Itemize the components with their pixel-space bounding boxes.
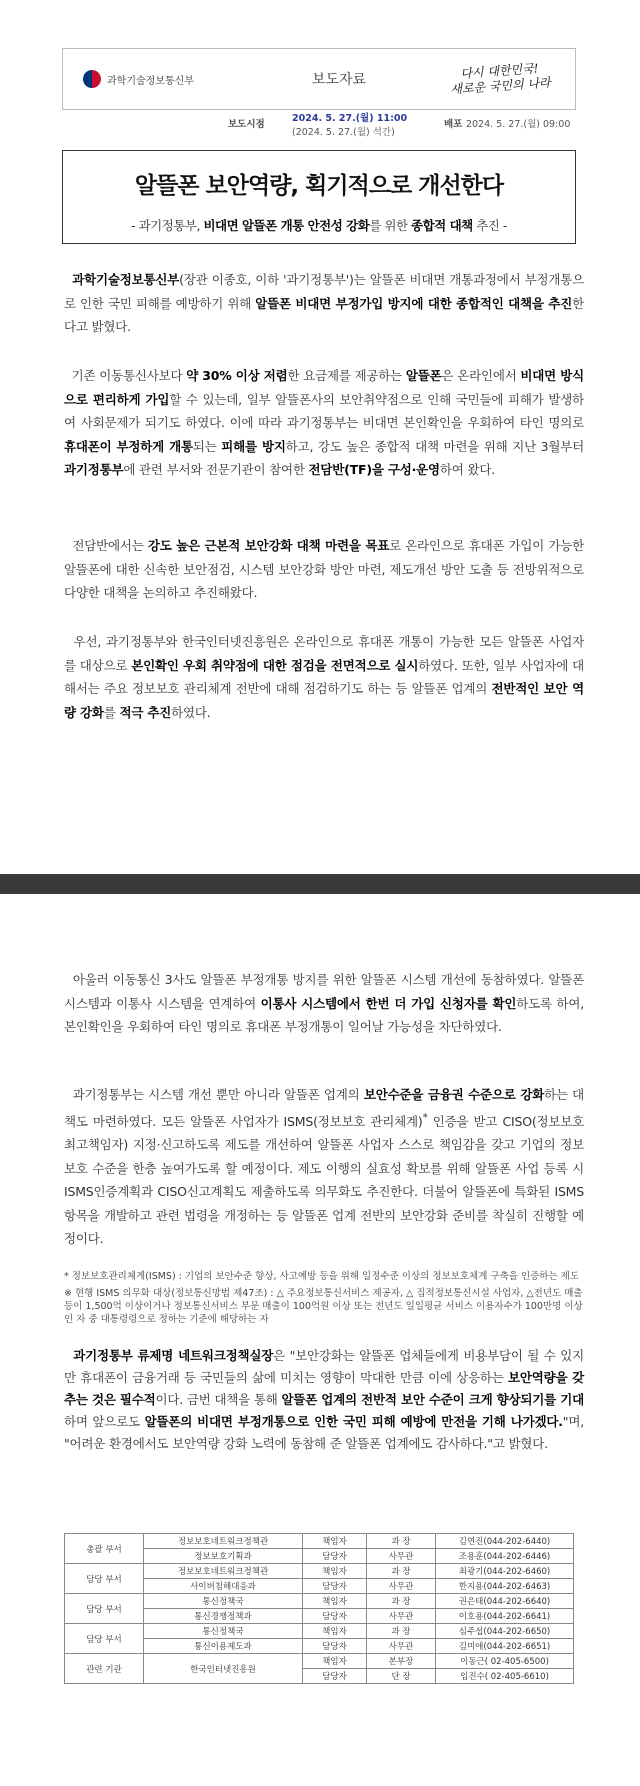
table-row: 담당자 단 장 임진수( 02-405-6610) — [65, 1669, 574, 1684]
table-row: 담당 부서 통신정책국 책임자 과 장 심주섭(044-202-6650) — [65, 1624, 574, 1639]
dept-cell: 총괄 부서 — [65, 1534, 144, 1564]
title-box — [62, 150, 576, 244]
table-row: 정보보호기획과 담당자 사무관 조용훈(044-202-6446) — [65, 1549, 574, 1564]
distribution-label: 배포 — [444, 119, 463, 130]
government-emblem-icon — [83, 70, 101, 88]
table-row: 총괄 부서 정보보호네트워크정책관 책임자 과 장 김연진(044-202-6440) — [65, 1534, 574, 1549]
contact-table — [64, 1533, 574, 1684]
dept-cell: 담당 부서 — [65, 1564, 144, 1594]
paragraph-2: 기존 이동통신사보다 약 30% 이상 저렴한 요금제를 제공하는 알뜰폰은 온라인에서 비대면 방식으로 편리하게 가입할 수 있는데, 일부 알뜰폰사의 보안취약점으로 인해 국민들에 피해가 발생하여 사회문제가 되기도 하였다. 이에 따라 과기정통부는 비대면 본인확인을 우회하여 타인 명의로 휴대폰이 부정하게 개통되는 피해를 방지하고, 강도 높은 종합적 대책 마련을 위해 지난 3월부터 과기정통부에 관련 부서와 전문기관이 참여한 전담반(TF)을 구성·운영하여 왔다. — [64, 368, 585, 477]
subtitle: - 과기정통부, 비대면 알뜰폰 개통 안전성 강화를 위한 종합적 대책 추진 - — [131, 218, 507, 233]
table-row: 담당 부서 통신정책국 책임자 과 장 권은태(044-202-6640) — [65, 1594, 574, 1609]
paragraph-6: 과기정통부는 시스템 개선 뿐만 아니라 알뜰폰 업계의 보안수준을 금융권 수준으로 강화하는 대책도 마련하였다. 모든 알뜰폰 사업자가 ISMS(정보보호 관리체계)* 인증을 받고 CISO(정보보호 최고책임자) 지정·신고하도록 제도를 개선하여 알뜰폰 사업자 스스로 책임감을 갖고 기업의 정보보호 수준을 한층 높여가도록 할 예정이다. 제도 이행의 실효성 확보를 위해 알뜰폰 사업 등록 시 ISMS인증계획과 CISO신고계획도 제출하도록 의무화도 추진한다. 더불어 알뜰폰에 특화된 ISMS항목을 개발하고 관련 법령을 개정하는 등 알뜰폰 업계 전반의 보안강화 준비를 착실히 진행할 예정이다. — [64, 1087, 585, 1247]
distribution-time: 2024. 5. 27.(월) 09:00 — [466, 119, 571, 130]
release-sub: (2024. 5. 27.(월) 석간) — [292, 127, 395, 138]
ministry-logo — [63, 70, 253, 88]
paragraph-3: 전담반에서는 강도 높은 근본적 보안강화 대책 마련을 목표로 온라인으로 휴대폰 가입이 가능한 알뜰폰에 대한 신속한 보안점검, 시스템 보안강화 방안 마련, 제도개선 방안 도출 등 전방위적으로 다양한 대책을 논의하고 추진해왔다. — [64, 538, 584, 600]
release-label: 보도시점 — [228, 119, 265, 130]
page-title: 알뜰폰 보안역량, 획기적으로 개선한다 — [134, 173, 504, 199]
document-type: 보도자료 — [311, 72, 367, 88]
paragraph-1: 과학기술정보통신부(장관 이종호, 이하 '과기정통부')는 알뜰폰 비대면 개통과정에서 부정개통으로 인한 국민 피해를 예방하기 위해 알뜰폰 비대면 부정가입 방지에 대한 종합적인 대책을 추진한다고 밝혔다. — [64, 272, 585, 334]
footnote-isms: * 정보보호관리체계(ISMS) : 기업의 보안수준 향상, 사고예방 등을 위해 일정수준 이상의 정보보호체계 구축을 인증하는 제도 — [64, 1271, 580, 1282]
dept-cell: 관련 기관 — [65, 1654, 144, 1684]
paragraph-4: 우선, 과기정통부와 한국인터넷진흥원은 온라인으로 휴대폰 개통이 가능한 모든 알뜰폰 사업자를 대상으로 본인확인 우회 취약점에 대한 점검을 전면적으로 실시하였다. 또한, 일부 사업자에 대해서는 주요 정보보호 관리체계 전반에 대해 점검하기도 하는 등 알뜰폰 업계의 전반적인 보안 역량 강화를 적극 추진하였다. — [64, 634, 584, 720]
document-page-1 — [0, 0, 640, 874]
slogan-calligraphy: 다시 대한민국! 새로운 국민의 나라 — [449, 61, 552, 97]
table-row: 관련 기관 한국인터넷진흥원 책임자 본부장 이동근( 02-405-6500) — [65, 1654, 574, 1669]
paragraph-7: 과기정통부 류제명 네트워크정책실장은 "보안강화는 알뜰폰 업체들에게 비용부담이 될 수 있지만 휴대폰이 금융거래 등 국민들의 삶에 미치는 영향이 막대한 만큼 이에 상응하는 보안역량을 갖추는 것은 필수적이다. 금번 대책을 통해 알뜰폰 업계의 전반적 보안 수준이 크게 향상되기를 기대하며 앞으로도 알뜰폰의 비대면 부정개통으로 인한 국민 피해 예방에 만전을 기해 나가겠다."며, "어려운 환경에서도 보안역량 강화 노력에 동참해 준 알뜰폰 업계에도 감사하다."고 밝혔다. — [64, 1348, 585, 1451]
table-row: 통신경쟁정책과 담당자 사무관 이호용(044-202-6641) — [65, 1609, 574, 1624]
table-row: 담당 부서 정보보호네트워크정책관 책임자 과 장 최광기(044-202-6460) — [65, 1564, 574, 1579]
footnote-isms-scope: ※ 현행 ISMS 의무화 대상(정보통신망법 제47조) : △ 주요정보통신서비스 제공자, △ 집적정보통신시설 사업자, △전년도 매출 등이 1,500억 이상이거나 정보통신서비스 부문 매출이 100억원 이상 또는 전년도 일일평균 서비스 이용자수가 100만명 이상인 자 중 대통령령으로 정하는 기준에 해당하는 자 — [64, 1288, 583, 1325]
press-release-header — [62, 48, 576, 110]
dept-cell: 담당 부서 — [65, 1624, 144, 1654]
ministry-name: 과학기술정보통신부 — [107, 75, 194, 87]
footnotes — [64, 1270, 584, 1326]
page-divider — [0, 874, 640, 894]
dept-cell: 담당 부서 — [65, 1594, 144, 1624]
paragraph-5: 아울러 이동통신 3사도 알뜰폰 부정개통 방지를 위한 알뜰폰 시스템 개선에 동참하였다. 알뜰폰 시스템과 이통사 시스템을 연계하여 이통사 시스템에서 한번 더 가입 신청자를 확인하도록 하여, 본인확인을 우회하여 타인 명의로 휴대폰 부정개통이 일어날 가능성을 차단하였다. — [64, 972, 584, 1034]
table-row: 사이버침해대응과 담당자 사무관 한지용(044-202-6463) — [65, 1579, 574, 1594]
table-row: 통신이용제도과 담당자 사무관 김미애(044-202-6651) — [65, 1639, 574, 1654]
release-time: 2024. 5. 27.(월) 11:00 — [292, 113, 408, 124]
